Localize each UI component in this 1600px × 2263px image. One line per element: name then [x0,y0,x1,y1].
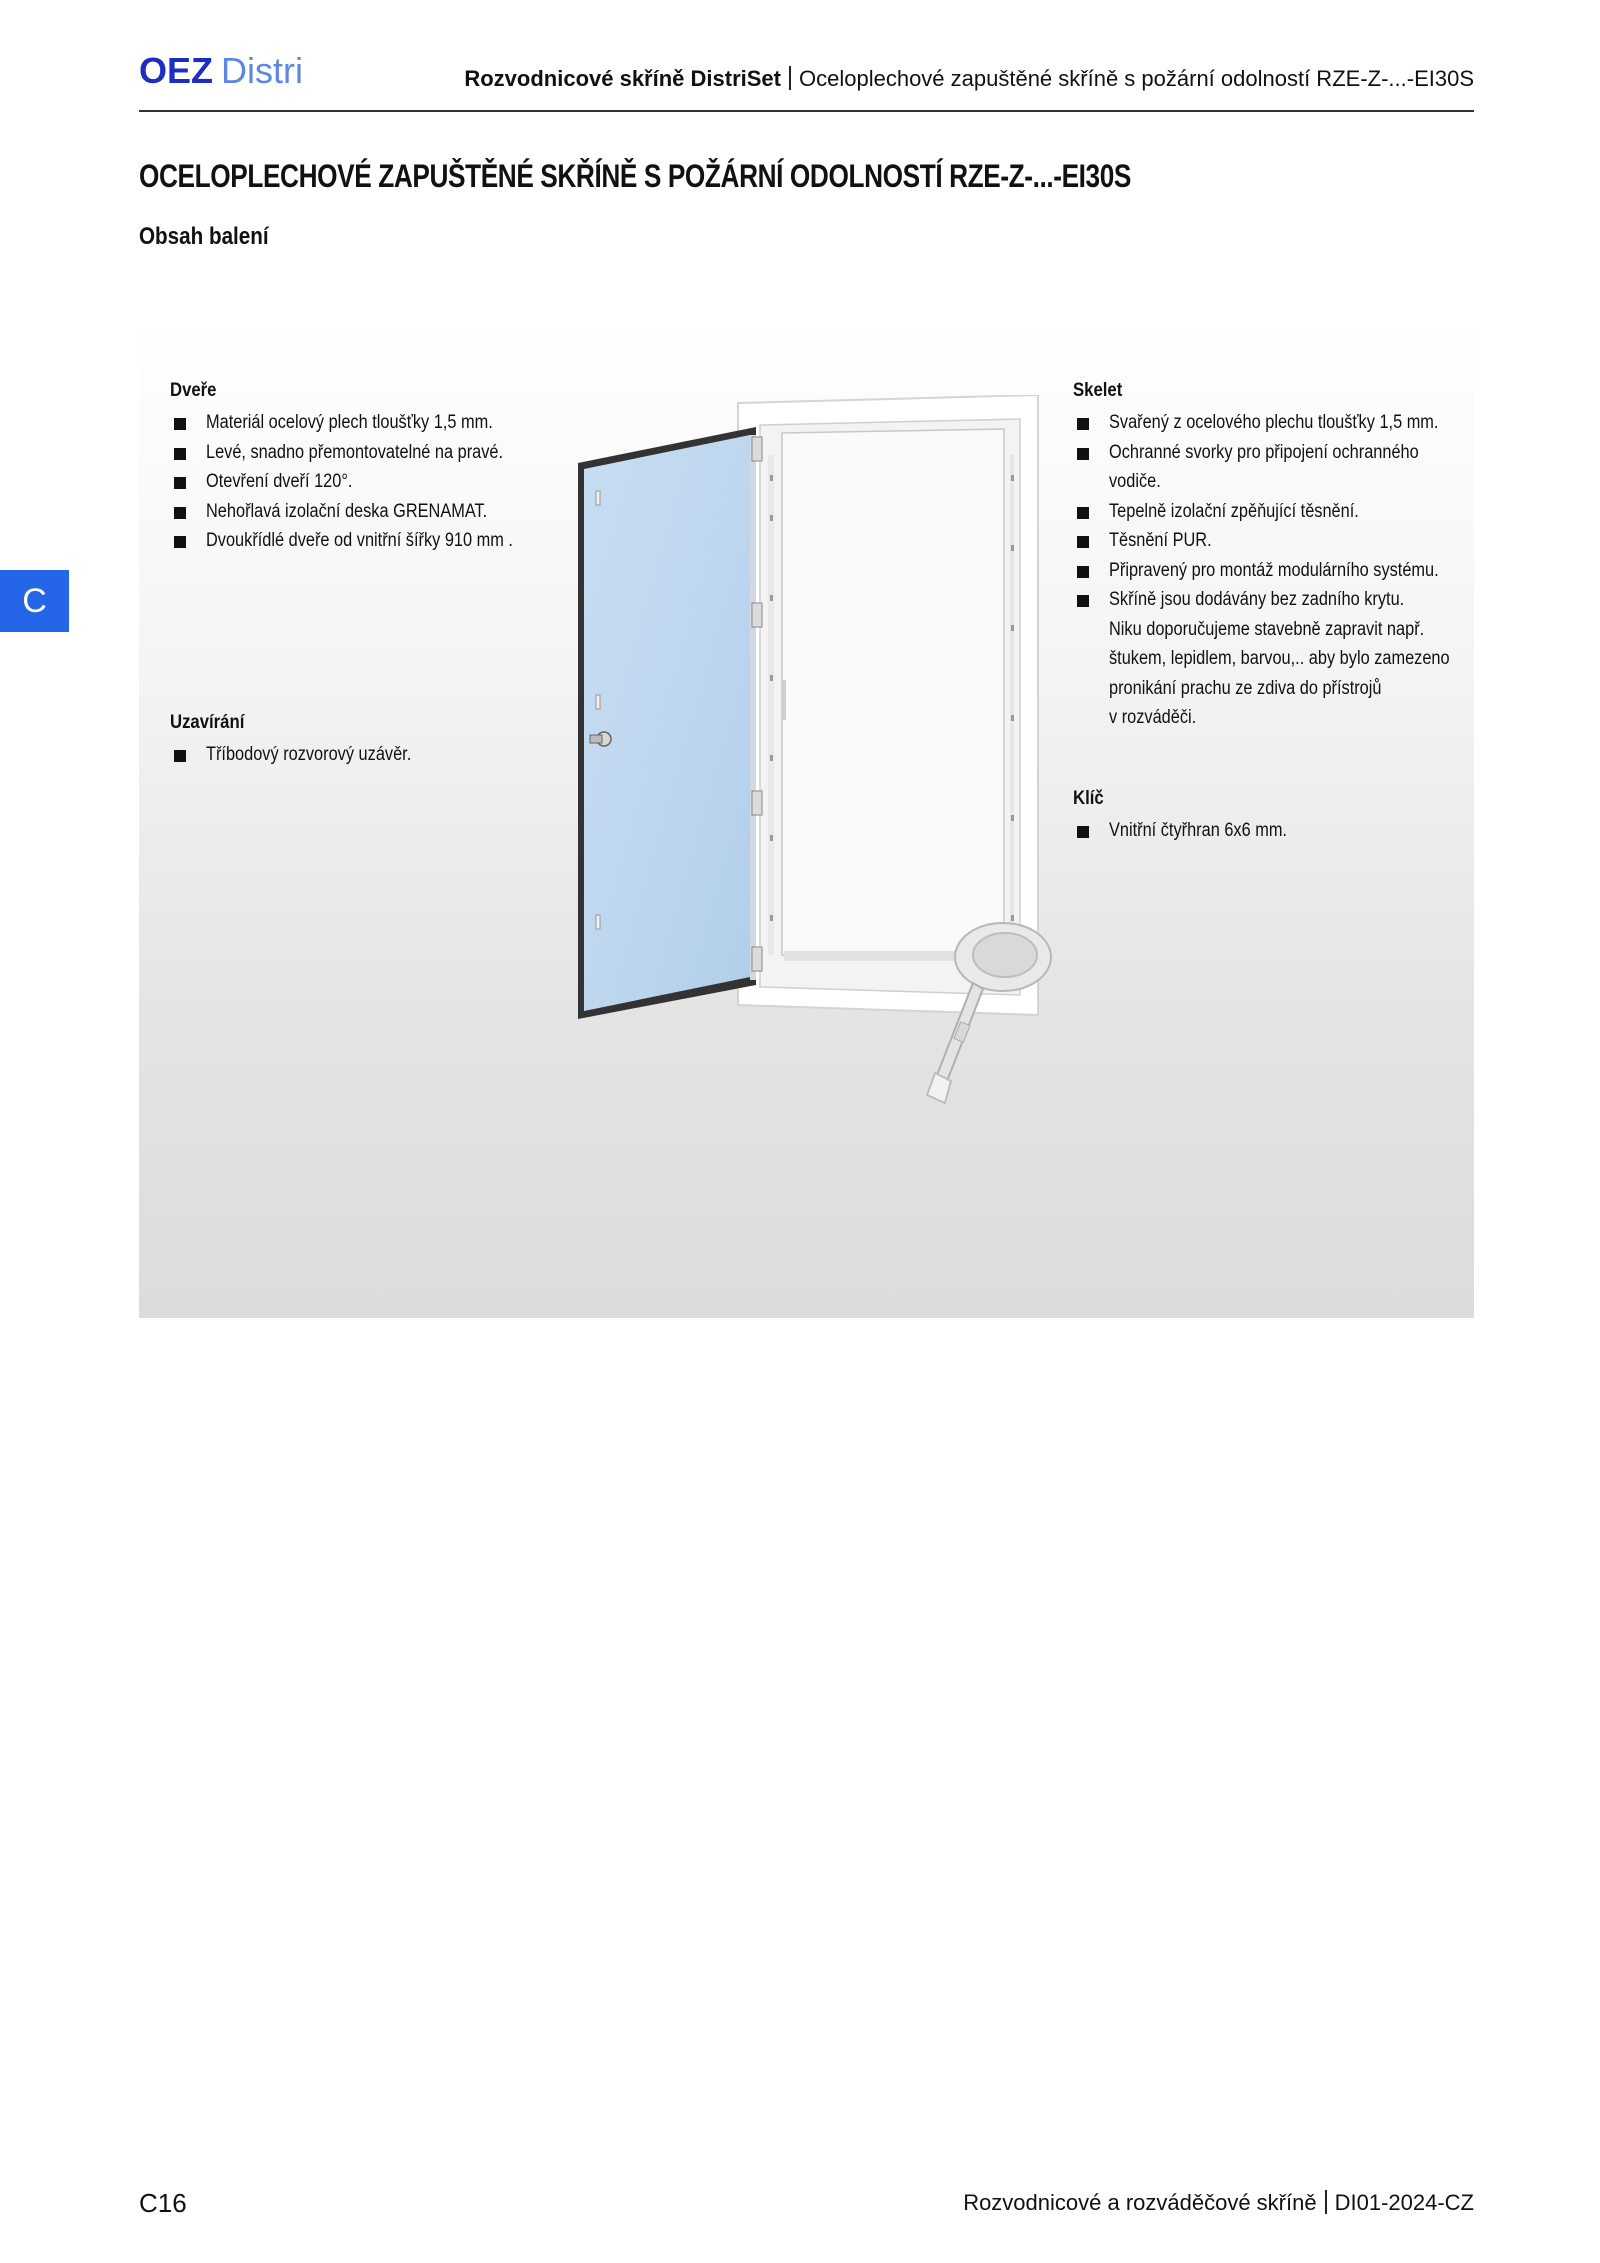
section-title: Obsah balení [139,223,269,250]
oez-distri-logo [139,50,303,92]
list-item: Ochranné svorky pro připojení ochranného vodiče. [1073,438,1505,497]
key-heading: Klíč [1073,788,1104,809]
locking-block [170,712,445,770]
footer-doc-info [963,2190,1474,2216]
list-item: Tříbodový rozvorový uzávěr. [170,740,445,770]
list-item: Připravený pro montáž modulárního systému. [1073,556,1505,586]
doors-heading: Dveře [170,380,217,401]
footer-doc-code: DI01-2024-CZ [1334,2190,1474,2215]
list-item: Těsnění PUR. [1073,526,1505,556]
list-item: Levé, snadno přemontovatelné na pravé. [170,438,563,468]
cabinet-illustration [570,395,1110,1115]
frame-block [1073,380,1505,733]
logo-distri: Distri [221,50,303,91]
doors-list [170,408,563,556]
chapter-tab: C [0,570,69,632]
list-item: Otevření dveří 120°. [170,467,563,497]
footer-doc-title: Rozvodnicové a rozváděčové skříně [963,2190,1317,2215]
list-item: Skříně jsou dodávány bez zadního krytu. Niku doporučujeme stavebně zapravit např. štukem, lepidlem, barvou,.. aby bylo zamezeno pronikání prachu ze zdiva do přístrojů v rozváděči. [1073,585,1505,733]
doors-block [170,380,563,556]
running-header [464,66,1474,92]
list-item: Dvoukřídlé dveře od vnitřní šířky 910 mm . [170,526,563,556]
logo-oez: OEZ [139,50,214,91]
header-category: Rozvodnicové skříně DistriSet [464,66,781,91]
list-item: Nehořlavá izolační deska GRENAMAT. [170,497,563,527]
header-subtitle: Oceloplechové zapuštěné skříně s požární odolností RZE-Z-...-EI30S [799,66,1474,91]
list-item: Materiál ocelový plech tloušťky 1,5 mm. [170,408,563,438]
header-separator [789,66,791,90]
locking-heading: Uzavírání [170,712,245,733]
list-item: Tepelně izolační zpěňující těsnění. [1073,497,1505,527]
page-title: OCELOPLECHOVÉ ZAPUŠTĚNÉ SKŘÍNĚ S POŽÁRNÍ ODOLNOSTÍ RZE-Z-...-EI30S [139,158,1132,194]
locking-list [170,740,445,770]
frame-heading: Skelet [1073,380,1123,401]
list-item: Svařený z ocelového plechu tloušťky 1,5 mm. [1073,408,1505,438]
cabinet-frame [738,395,1038,1015]
frame-list [1073,408,1505,733]
footer-separator [1325,2190,1327,2214]
header-rule [139,110,1474,112]
cabinet-door [578,427,762,1019]
list-item: Vnitřní čtyřhran 6x6 mm. [1073,816,1316,846]
page-number: C16 [139,2188,187,2218]
